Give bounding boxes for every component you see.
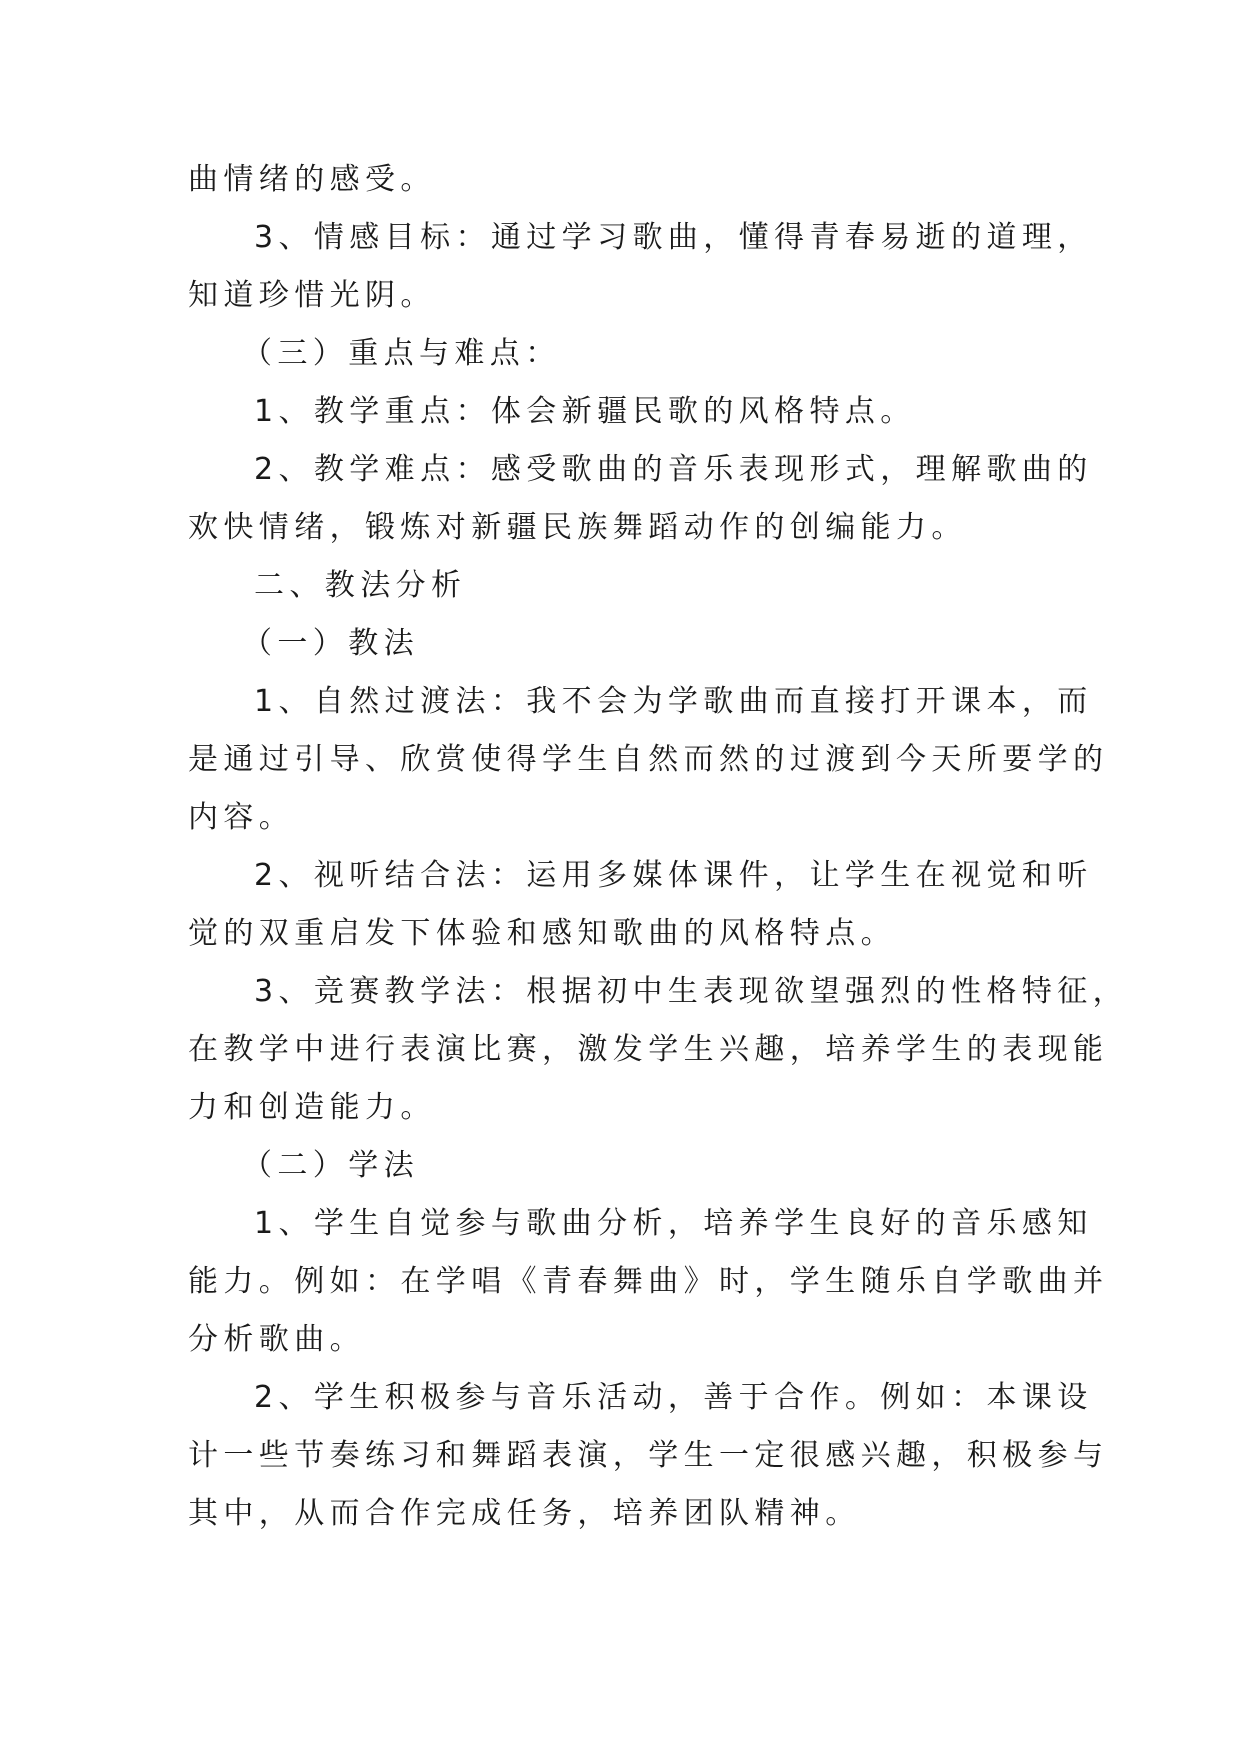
text-line: 是通过引导、欣赏使得学生自然而然的过渡到今天所要学的: [188, 742, 1109, 777]
text-line: 1、自然过渡法：我不会为学歌曲而直接打开课本，而: [254, 684, 1093, 719]
text-line: 曲情绪的感受。: [188, 162, 436, 197]
text-line: 分析歌曲。: [188, 1322, 365, 1357]
section-heading: 二、教法分析: [254, 568, 467, 603]
section-heading: （三）重点与难点：: [242, 336, 561, 371]
text-line: 3、情感目标：通过学习歌曲，懂得青春易逝的道理，: [254, 220, 1093, 255]
section-heading: （一）教法: [242, 626, 419, 661]
text-line: 1、教学重点：体会新疆民歌的风格特点。: [254, 394, 916, 429]
text-line: 1、学生自觉参与歌曲分析，培养学生良好的音乐感知: [254, 1206, 1093, 1241]
text-line: 知道珍惜光阴。: [188, 278, 436, 313]
document-body: [188, 151, 1129, 1543]
text-line: 内容。: [188, 800, 295, 835]
text-line: 计一些节奏练习和舞蹈表演，学生一定很感兴趣，积极参与: [188, 1438, 1109, 1473]
text-line: 在教学中进行表演比赛，激发学生兴趣，培养学生的表现能: [188, 1032, 1109, 1067]
text-line: 欢快情绪，锻炼对新疆民族舞蹈动作的创编能力。: [188, 510, 967, 545]
text-line: 能力。例如：在学唱《青春舞曲》时，学生随乐自学歌曲并: [188, 1264, 1109, 1299]
text-line: 2、学生积极参与音乐活动，善于合作。例如：本课设: [254, 1380, 1093, 1415]
text-line: 其中，从而合作完成任务，培养团队精神。: [188, 1496, 861, 1531]
text-line: 力和创造能力。: [188, 1090, 436, 1125]
text-line: 觉的双重启发下体验和感知歌曲的风格特点。: [188, 916, 896, 951]
text-line: 2、教学难点：感受歌曲的音乐表现形式，理解歌曲的: [254, 452, 1093, 487]
section-heading: （二）学法: [242, 1148, 419, 1183]
text-line: 3、竞赛教学法：根据初中生表现欲望强烈的性格特征，: [254, 974, 1129, 1009]
text-line: 2、视听结合法：运用多媒体课件，让学生在视觉和听: [254, 858, 1093, 893]
